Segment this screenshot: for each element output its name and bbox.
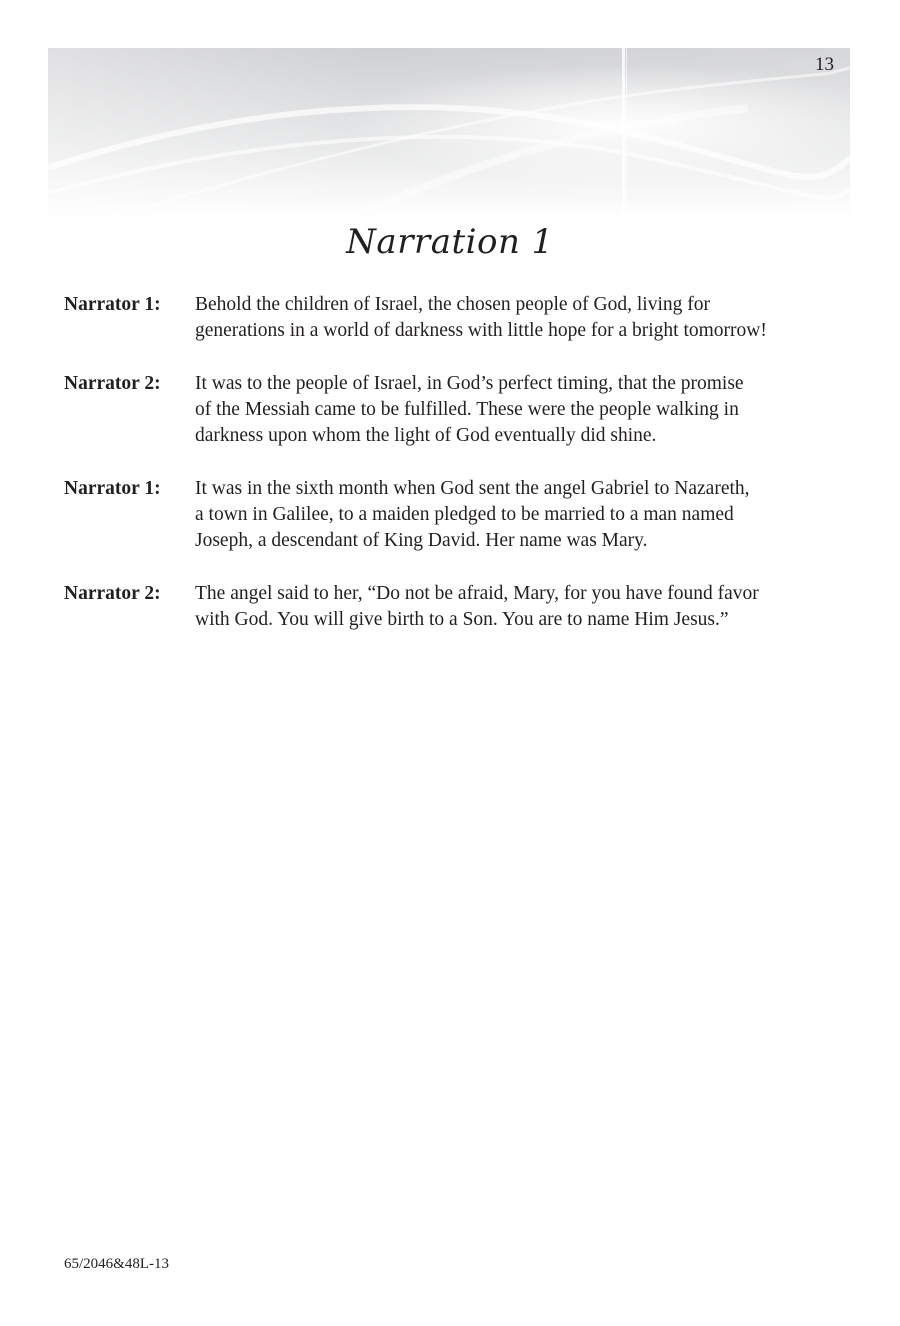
dialogue-text: It was to the people of Israel, in God’s perfect timing, that the promise of the Messiah came to be fulfilled. These were the people walking in darkness upon whom the light of God eventually did shine. <box>195 373 744 446</box>
speaker-label: Narrator 1: <box>64 478 161 499</box>
dialogue-text: Behold the children of Israel, the chosen people of God, living for generations in a world of darkness with little hope for a bright tomorrow! <box>195 294 767 341</box>
speaker-label: Narrator 2: <box>64 583 161 604</box>
narration-script <box>64 292 844 660</box>
script-line <box>64 292 844 344</box>
speaker-label: Narrator 1: <box>64 294 161 315</box>
dialogue-text: It was in the sixth month when God sent the angel Gabriel to Nazareth, a town in Galilee, to a maiden pledged to be married to a man named Joseph, a descendant of King David. Her name was Mary. <box>195 478 750 551</box>
light-rays-decoration <box>48 48 850 218</box>
script-line <box>64 371 844 449</box>
script-line <box>64 476 844 554</box>
dialogue-text: The angel said to her, “Do not be afraid, Mary, for you have found favor with God. You will give birth to a Son. You are to name Him Jesus.” <box>195 583 759 630</box>
page-title: Narration 1 <box>346 222 554 262</box>
page-number: 13 <box>815 54 834 75</box>
header-decoration-band <box>48 48 850 218</box>
catalog-code: 65/2046&48L-13 <box>64 1256 169 1272</box>
script-line <box>64 581 844 633</box>
speaker-label: Narrator 2: <box>64 373 161 394</box>
